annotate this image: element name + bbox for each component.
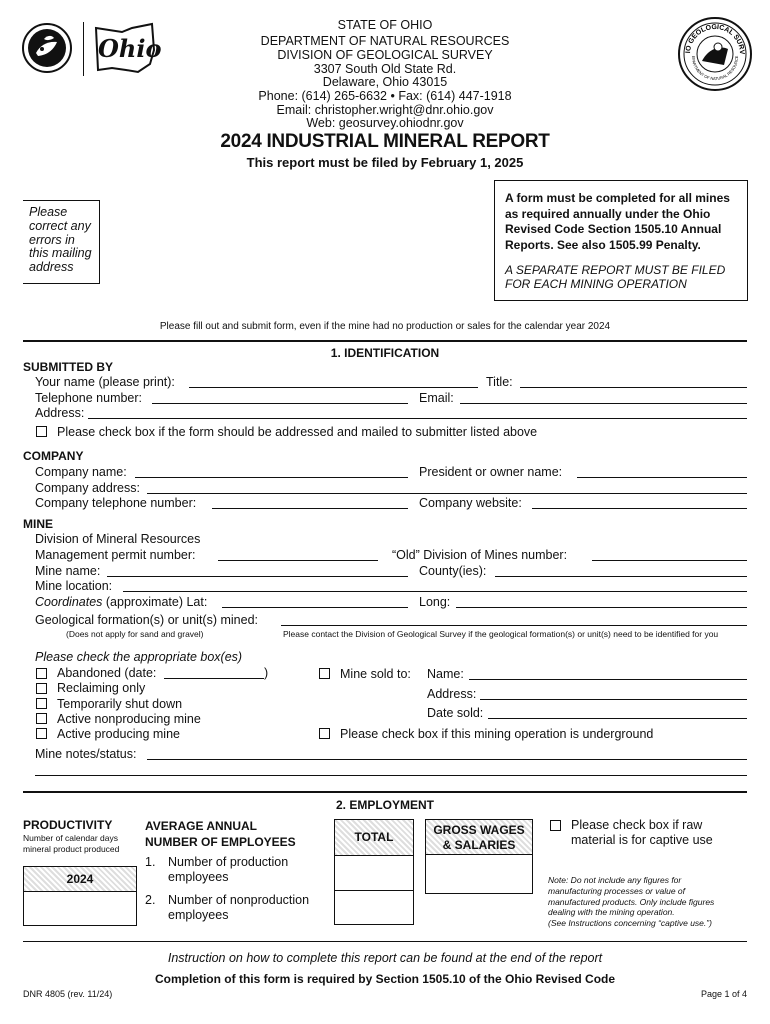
permit-field[interactable] <box>218 560 378 561</box>
instruction-note: Instruction on how to complete this report can be found at the end of the report <box>167 951 603 965</box>
notice-box <box>494 180 748 301</box>
noticelines-line: Revised Code Section 1505.10 Annual <box>505 222 722 236</box>
mine-notes-field-1[interactable] <box>147 759 747 760</box>
abandoned-checkbox[interactable] <box>36 668 47 679</box>
mine-name-label: Mine name: <box>35 564 101 578</box>
underground-label: Please check box if this mining operation is underground <box>340 727 654 741</box>
sold-address-label: Address: <box>427 687 477 701</box>
gross-wages-header <box>426 820 532 855</box>
footer-rule <box>23 941 747 942</box>
rawcheck-line: material is for captive use <box>571 833 713 847</box>
avgannual-line: NUMBER OF EMPLOYEES <box>145 835 296 849</box>
company-name-field[interactable] <box>135 477 408 478</box>
separatelines-line: A SEPARATE REPORT MUST BE FILED <box>505 263 726 277</box>
item1-label <box>168 855 288 885</box>
gross-wages-input[interactable] <box>426 855 532 891</box>
item2-line: employees <box>168 908 229 922</box>
item1-num: 1. <box>145 855 156 869</box>
addrnote-line: errors in <box>29 232 75 247</box>
telephone-field[interactable] <box>152 403 408 404</box>
abandoned-close-paren: ) <box>264 666 269 680</box>
mine-notes-label: Mine notes/status: <box>35 747 137 761</box>
grosshdr-line: & SALARIES <box>442 838 516 852</box>
addrnote-line: Please <box>29 205 68 219</box>
fill-out-note: Please fill out and submit form, even if the mine had no production or sales for the calendar year 2024 <box>159 321 611 332</box>
telephone-label: Telephone number: <box>35 391 143 405</box>
underground-checkbox[interactable] <box>319 728 330 739</box>
active-producing-checkbox[interactable] <box>36 728 47 739</box>
separate-report-text <box>505 263 725 291</box>
company-website-field[interactable] <box>532 508 747 509</box>
company-name-label: Company name: <box>35 465 127 479</box>
addrnote-line: address <box>29 260 74 275</box>
submitter-checkbox-label: Please check box if the form should be addressed and mailed to submitter listed above <box>57 425 538 439</box>
svg-text:OHIO GEOLOGICAL SURVEY: IO GEOLOGICAL SURV <box>685 23 746 55</box>
hdr-line: Delaware, Ohio 43015 <box>322 75 448 89</box>
abandoned-label: Abandoned (date: <box>57 666 157 680</box>
item2-line: Number of nonproduction <box>168 893 310 907</box>
hdr-line: Phone: (614) 265-6632 • Fax: (614) 447-1918 <box>258 89 512 103</box>
grosshdr-line: GROSS WAGES <box>433 823 525 837</box>
sold-name-field[interactable] <box>469 679 747 680</box>
addrnote-line: correct any <box>29 218 91 233</box>
empnote-line: Note: Do not include any figures for <box>548 875 682 885</box>
abandoned-date-field[interactable] <box>164 678 264 679</box>
temp-shut-checkbox[interactable] <box>36 698 47 709</box>
total-production-input[interactable] <box>335 856 413 891</box>
sold-address-field[interactable] <box>480 699 747 700</box>
contact-note: Please contact the Division of Geological Survey if the geological formation(s) or unit(s) need to be identified for you <box>283 629 719 639</box>
hdr-line: Email: christopher.wright@dnr.ohio.gov <box>276 103 494 117</box>
captive-use-label <box>571 818 713 848</box>
mine-location-field[interactable] <box>123 591 747 592</box>
total-column <box>334 819 414 925</box>
company-website-label: Company website: <box>419 496 522 510</box>
coordinates-italic: Coordinates <box>35 595 103 609</box>
hdr-line: DIVISION OF GEOLOGICAL SURVEY <box>277 48 493 62</box>
date-sold-field[interactable] <box>488 718 747 719</box>
hdr-line: DEPARTMENT OF NATURAL RESOURCES <box>260 34 510 48</box>
mine-location-label: Mine location: <box>35 579 113 593</box>
active-producing-label: Active producing mine <box>57 727 180 741</box>
your-name-label: Your name (please print): <box>35 375 175 389</box>
mine-sold-checkbox[interactable] <box>319 668 330 679</box>
svg-text:DEPARTMENT OF NATURAL RESOURCE: EPARTMENT OF NATURAL RESOURCE <box>690 55 740 82</box>
mine-notes-field-2[interactable] <box>35 775 747 776</box>
lat-field[interactable] <box>222 607 408 608</box>
geo-formation-label: Geological formation(s) or unit(s) mined: <box>35 613 258 627</box>
noticelines-line: Reports. See also 1505.99 Penalty. <box>505 237 701 252</box>
section2-rule <box>23 791 747 793</box>
section1-rule <box>23 340 747 342</box>
active-nonproducing-checkbox[interactable] <box>36 713 47 724</box>
completion-note: Completion of this form is required by Section 1505.10 of the Ohio Revised Code <box>154 972 616 986</box>
company-phone-field[interactable] <box>212 508 408 509</box>
mine-sold-label: Mine sold to: <box>340 667 411 681</box>
hdr-line: STATE OF OHIO <box>337 18 433 32</box>
division-mineral-label: Division of Mineral Resources <box>35 532 201 546</box>
item1-line: employees <box>168 870 229 884</box>
noticelines-line: A form must be completed for all mines <box>505 191 730 205</box>
captive-use-checkbox[interactable] <box>550 820 561 831</box>
mine-heading: MINE <box>23 517 53 531</box>
address-note <box>29 206 92 275</box>
not-apply-note: (Does not apply for sand and gravel) <box>66 629 204 639</box>
date-sold-label: Date sold: <box>427 706 484 720</box>
item2-label <box>168 893 309 923</box>
seal-emblem-icon <box>680 19 750 89</box>
reclaiming-checkbox[interactable] <box>36 683 47 694</box>
prodnote-line: mineral product produced <box>23 844 120 854</box>
counties-label: County(ies): <box>419 564 487 578</box>
addrnote-line: this mailing <box>29 246 92 261</box>
address-label: Address: <box>35 406 85 420</box>
section1-title: 1. IDENTIFICATION <box>330 346 440 360</box>
old-division-field[interactable] <box>592 560 747 561</box>
company-address-field[interactable] <box>147 493 747 494</box>
gross-wages-column <box>425 819 533 894</box>
productivity-days-input[interactable] <box>24 892 136 925</box>
empnote-line: (See Instructions concerning “captive use.”) <box>548 918 712 929</box>
company-heading: COMPANY <box>23 449 84 463</box>
hdr-line: 3307 South Old State Rd. <box>313 62 457 76</box>
page-number: Page 1 of 4 <box>700 989 747 999</box>
form-id: DNR 4805 (rev. 11/24) <box>23 989 113 999</box>
old-division-label: “Old” Division of Mines number: <box>392 548 568 562</box>
productivity-box <box>23 866 137 926</box>
email-field[interactable] <box>460 403 747 404</box>
rawcheck-line: Please check box if raw <box>571 818 703 832</box>
employment-note <box>548 875 714 929</box>
notice-text <box>505 191 730 253</box>
your-name-field[interactable] <box>189 387 478 388</box>
lat-label: (approximate) Lat: <box>105 595 208 609</box>
productivity-heading: PRODUCTIVITY <box>23 818 113 832</box>
section2-title: 2. EMPLOYMENT <box>335 798 434 812</box>
company-address-label: Company address: <box>35 481 140 495</box>
counties-field[interactable] <box>495 576 747 577</box>
ohio-logo-text: Ohio <box>98 34 162 63</box>
empnote-line: manufactured products. Only include figures <box>548 896 715 907</box>
productivity-year-header: 2024 <box>24 867 136 892</box>
coordinates-label <box>35 595 207 609</box>
total-header: TOTAL <box>335 820 413 856</box>
productivity-note <box>23 833 119 855</box>
long-field[interactable] <box>456 607 747 608</box>
sold-name-label: Name: <box>427 667 464 681</box>
geological-survey-seal <box>678 17 752 91</box>
item2-num: 2. <box>145 893 156 907</box>
empnote-line: manufacturing processes or value of <box>548 885 686 896</box>
active-nonproducing-label: Active nonproducing mine <box>57 712 201 726</box>
check-prompt: Please check the appropriate box(es) <box>35 650 243 664</box>
empnote-line: dealing with the mining operation. <box>548 907 675 918</box>
title-field[interactable] <box>520 387 747 388</box>
title-label: Title: <box>486 375 513 389</box>
company-phone-label: Company telephone number: <box>35 496 197 510</box>
prodnote-line: Number of calendar days <box>23 833 118 843</box>
hdr-line: Web: geosurvey.ohiodnr.gov <box>306 116 464 130</box>
email-label: Email: <box>419 391 454 405</box>
address-field[interactable] <box>88 418 747 419</box>
separatelines-line: FOR EACH MINING OPERATION <box>505 277 687 291</box>
avgannual-line: AVERAGE ANNUAL <box>145 819 258 833</box>
avg-annual-heading <box>145 818 296 850</box>
report-title: 2024 INDUSTRIAL MINERAL REPORT <box>220 131 550 152</box>
president-label: President or owner name: <box>419 465 563 479</box>
permit-label: Management permit number: <box>35 548 196 562</box>
submitted-by-heading: SUBMITTED BY <box>23 360 113 374</box>
president-field[interactable] <box>577 477 747 478</box>
temp-shut-label: Temporarily shut down <box>57 697 183 711</box>
geo-formation-field[interactable] <box>281 625 747 626</box>
total-nonproduction-input[interactable] <box>335 891 413 924</box>
item1-line: Number of production <box>168 855 289 869</box>
noticelines-line: as required annually under the Ohio <box>505 206 711 221</box>
mine-name-field[interactable] <box>107 576 408 577</box>
submitter-checkbox[interactable] <box>36 426 47 437</box>
report-subtitle: This report must be filed by February 1, 2025 <box>246 155 524 170</box>
long-label: Long: <box>419 595 451 609</box>
reclaiming-label: Reclaiming only <box>57 681 146 695</box>
